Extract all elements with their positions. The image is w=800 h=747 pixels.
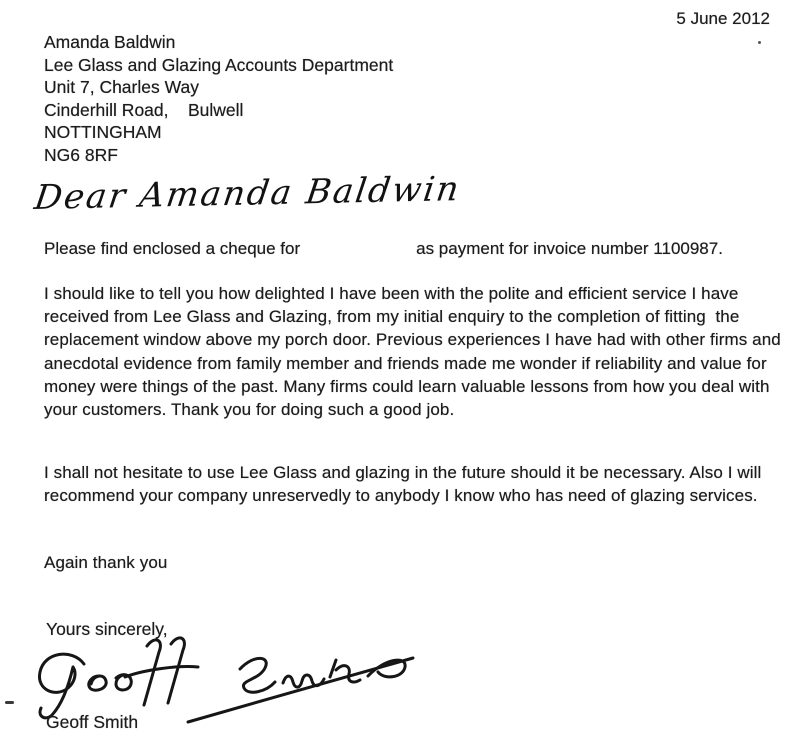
scan-artifact-dot <box>758 41 761 44</box>
opening-line <box>44 239 723 259</box>
address-line-unit: Unit 7, Charles Way <box>44 77 199 98</box>
address-line-recipient-name: Amanda Baldwin <box>44 32 176 52</box>
address-line-city: NOTTINGHAM <box>44 122 162 143</box>
handwritten-salutation: Dear Amanda Baldwin <box>32 169 464 218</box>
opening-line-part1: Please find enclosed a cheque for <box>44 239 301 258</box>
body-paragraph-1: I should like to tell you how delighted I have been with the polite and efficient service I have received from Lee Glass and Glazing, from my initial enquiry to the completion of fitting the replacement window above my porch door. Previous experiences I have had with other firms and anecdotal evidence from family member and friends made me wonder if reliability and value for money were things of the past. Many firms could learn valuable lessons from how you deal with your customers. Thank you for doing such a good job. <box>44 284 786 420</box>
recipient-address-block <box>44 31 393 167</box>
letter-date: 5 June 2012 <box>676 9 770 28</box>
closing-line: Yours sincerely, <box>46 619 168 639</box>
typed-signature-name: Geoff Smith <box>46 712 139 732</box>
scan-artifact-dash <box>5 701 14 704</box>
address-line-company: Lee Glass and Glazing Accounts Department <box>44 54 394 75</box>
body-paragraph-2: I shall not hesitate to use Lee Glass and glazing in the future should it be necessary. Also I will recommend your company unreservedly to anybody I know who has need of glazing services. <box>44 463 767 506</box>
address-line-road: Cinderhill Road, Bulwell <box>44 99 244 120</box>
opening-line-part2: as payment for invoice number 1100987. <box>416 239 723 258</box>
address-line-postcode: NG6 8RF <box>44 144 118 165</box>
body-paragraph-3: Again thank you <box>44 553 168 572</box>
